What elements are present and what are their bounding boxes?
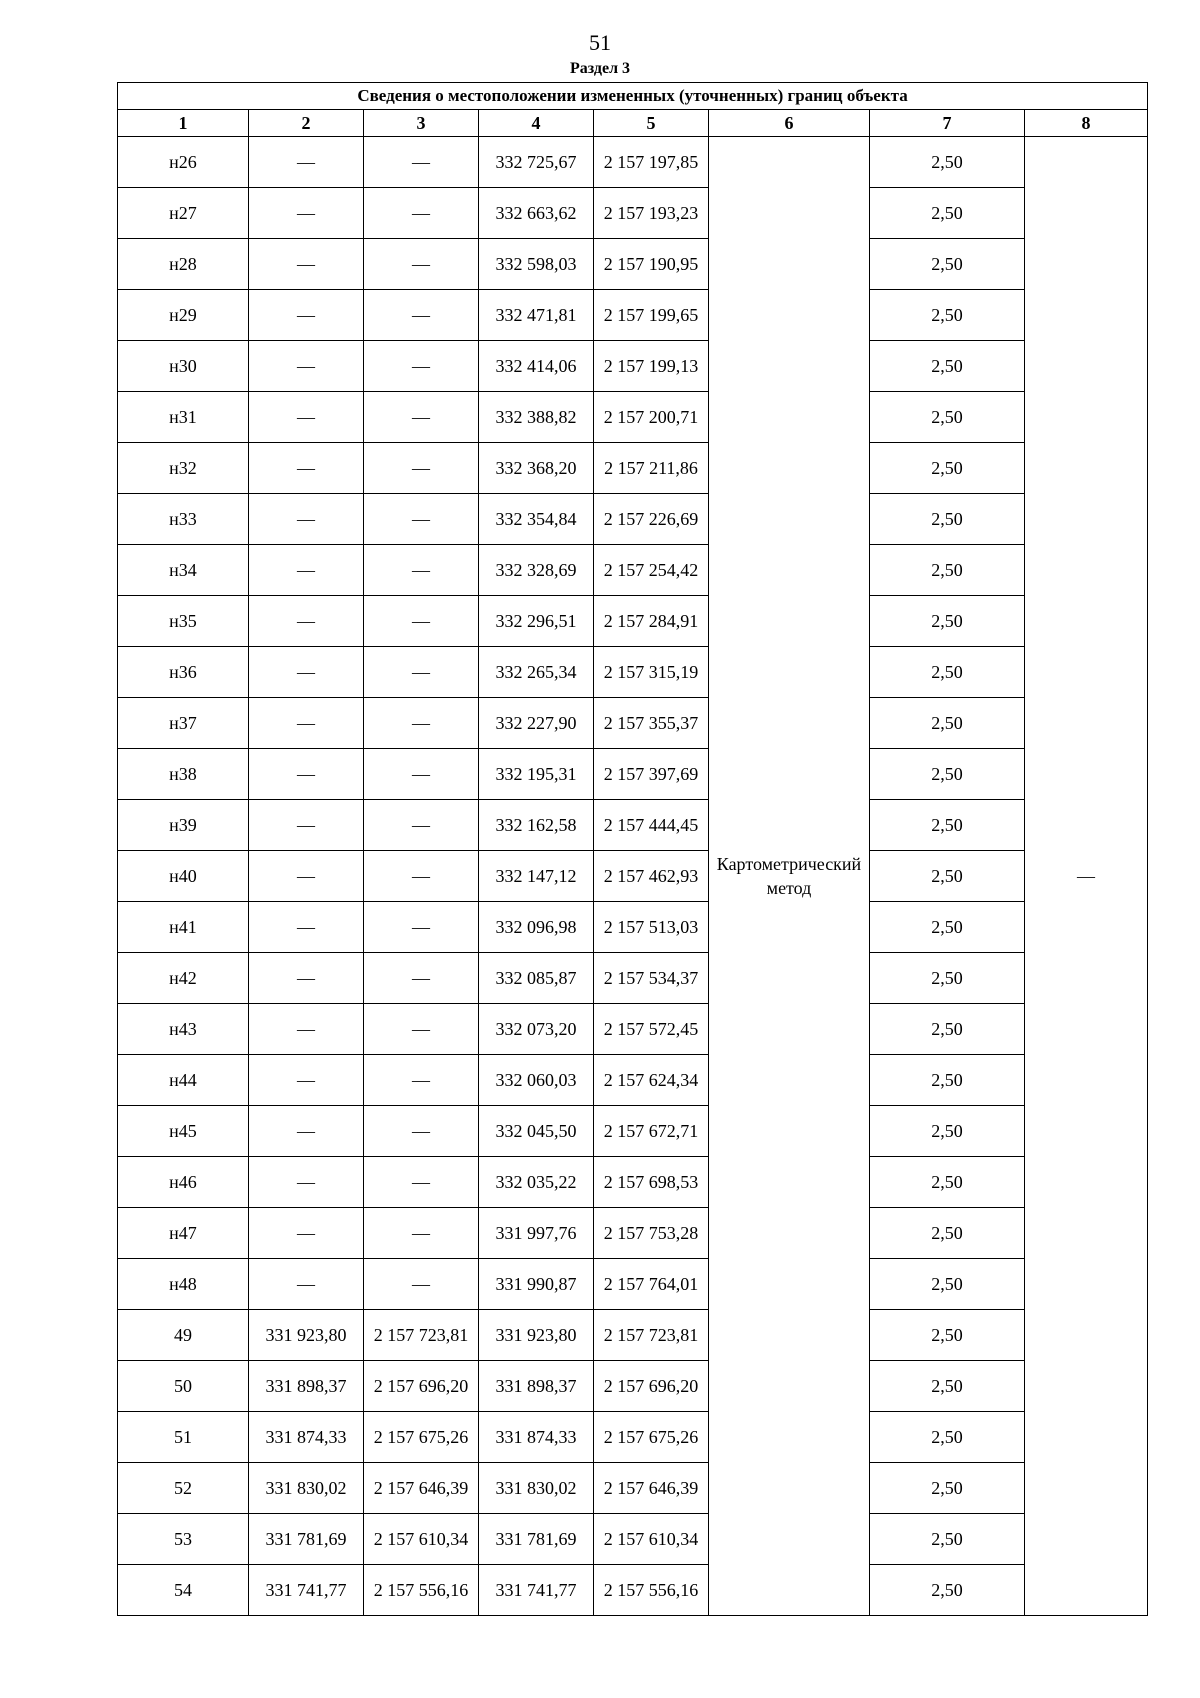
old-y-cell: — xyxy=(364,698,479,749)
table-row xyxy=(118,1463,1148,1514)
accuracy-cell: 2,50 xyxy=(870,545,1025,596)
new-x-cell: 332 471,81 xyxy=(479,290,594,341)
old-y-cell: — xyxy=(364,188,479,239)
old-y-cell: — xyxy=(364,596,479,647)
accuracy-cell: 2,50 xyxy=(870,443,1025,494)
new-y-cell: 2 157 764,01 xyxy=(594,1259,709,1310)
table-row xyxy=(118,137,1148,188)
old-x-cell: — xyxy=(249,953,364,1004)
new-y-cell: 2 157 211,86 xyxy=(594,443,709,494)
point-number-cell: н47 xyxy=(118,1208,249,1259)
old-x-cell: — xyxy=(249,749,364,800)
new-y-cell: 2 157 698,53 xyxy=(594,1157,709,1208)
old-x-cell: — xyxy=(249,851,364,902)
accuracy-cell: 2,50 xyxy=(870,1106,1025,1157)
accuracy-cell: 2,50 xyxy=(870,1208,1025,1259)
old-y-cell: — xyxy=(364,749,479,800)
new-y-cell: 2 157 675,26 xyxy=(594,1412,709,1463)
old-y-cell: — xyxy=(364,443,479,494)
new-x-cell: 332 227,90 xyxy=(479,698,594,749)
new-y-cell: 2 157 284,91 xyxy=(594,596,709,647)
new-x-cell: 332 147,12 xyxy=(479,851,594,902)
old-y-cell: — xyxy=(364,647,479,698)
new-x-cell: 332 296,51 xyxy=(479,596,594,647)
old-x-cell: 331 741,77 xyxy=(249,1565,364,1616)
new-x-cell: 332 328,69 xyxy=(479,545,594,596)
accuracy-cell: 2,50 xyxy=(870,341,1025,392)
new-y-cell: 2 157 624,34 xyxy=(594,1055,709,1106)
table-row xyxy=(118,851,1148,902)
old-x-cell: — xyxy=(249,1259,364,1310)
old-x-cell: — xyxy=(249,494,364,545)
point-number-cell: 50 xyxy=(118,1361,249,1412)
accuracy-cell: 2,50 xyxy=(870,749,1025,800)
point-number-cell: н37 xyxy=(118,698,249,749)
accuracy-cell: 2,50 xyxy=(870,1055,1025,1106)
old-x-cell: 331 874,33 xyxy=(249,1412,364,1463)
point-number-cell: н39 xyxy=(118,800,249,851)
point-number-cell: н44 xyxy=(118,1055,249,1106)
column8-cell: — xyxy=(1025,137,1148,1616)
old-y-cell: 2 157 556,16 xyxy=(364,1565,479,1616)
new-y-cell: 2 157 572,45 xyxy=(594,1004,709,1055)
old-x-cell: — xyxy=(249,341,364,392)
new-x-cell: 332 265,34 xyxy=(479,647,594,698)
new-x-cell: 331 781,69 xyxy=(479,1514,594,1565)
accuracy-cell: 2,50 xyxy=(870,596,1025,647)
point-number-cell: н36 xyxy=(118,647,249,698)
new-x-cell: 331 830,02 xyxy=(479,1463,594,1514)
old-x-cell: — xyxy=(249,137,364,188)
column-number: 6 xyxy=(709,110,870,137)
new-x-cell: 332 368,20 xyxy=(479,443,594,494)
table-row xyxy=(118,443,1148,494)
new-y-cell: 2 157 200,71 xyxy=(594,392,709,443)
column-number: 1 xyxy=(118,110,249,137)
point-number-cell: н28 xyxy=(118,239,249,290)
new-x-cell: 331 990,87 xyxy=(479,1259,594,1310)
new-x-cell: 332 354,84 xyxy=(479,494,594,545)
old-x-cell: — xyxy=(249,1157,364,1208)
point-number-cell: н45 xyxy=(118,1106,249,1157)
new-y-cell: 2 157 534,37 xyxy=(594,953,709,1004)
old-x-cell: — xyxy=(249,443,364,494)
old-x-cell: — xyxy=(249,188,364,239)
old-y-cell: — xyxy=(364,1208,479,1259)
page-number: 51 xyxy=(589,30,611,55)
new-y-cell: 2 157 193,23 xyxy=(594,188,709,239)
old-x-cell: — xyxy=(249,902,364,953)
old-y-cell: — xyxy=(364,1004,479,1055)
column-number: 3 xyxy=(364,110,479,137)
old-x-cell: — xyxy=(249,698,364,749)
table-row xyxy=(118,698,1148,749)
accuracy-cell: 2,50 xyxy=(870,188,1025,239)
old-y-cell: 2 157 696,20 xyxy=(364,1361,479,1412)
old-y-cell: 2 157 723,81 xyxy=(364,1310,479,1361)
point-number-cell: н34 xyxy=(118,545,249,596)
point-number-cell: 54 xyxy=(118,1565,249,1616)
new-x-cell: 332 073,20 xyxy=(479,1004,594,1055)
accuracy-cell: 2,50 xyxy=(870,800,1025,851)
old-x-cell: — xyxy=(249,1208,364,1259)
old-x-cell: — xyxy=(249,392,364,443)
new-y-cell: 2 157 199,65 xyxy=(594,290,709,341)
column-number: 5 xyxy=(594,110,709,137)
new-y-cell: 2 157 315,19 xyxy=(594,647,709,698)
old-y-cell: — xyxy=(364,137,479,188)
table-caption: Сведения о местоположении измененных (уточненных) границ объекта xyxy=(118,83,1148,110)
table-row xyxy=(118,392,1148,443)
accuracy-cell: 2,50 xyxy=(870,698,1025,749)
new-y-cell: 2 157 199,13 xyxy=(594,341,709,392)
method-cell: Картометрический метод xyxy=(709,137,870,1616)
point-number-cell: н32 xyxy=(118,443,249,494)
new-y-cell: 2 157 197,85 xyxy=(594,137,709,188)
table-row xyxy=(118,1565,1148,1616)
new-y-cell: 2 157 444,45 xyxy=(594,800,709,851)
old-y-cell: — xyxy=(364,494,479,545)
column-number-row xyxy=(118,110,1148,137)
new-x-cell: 331 898,37 xyxy=(479,1361,594,1412)
table-row xyxy=(118,1259,1148,1310)
new-y-cell: 2 157 397,69 xyxy=(594,749,709,800)
new-y-cell: 2 157 254,42 xyxy=(594,545,709,596)
table-row xyxy=(118,1208,1148,1259)
point-number-cell: н48 xyxy=(118,1259,249,1310)
accuracy-cell: 2,50 xyxy=(870,1259,1025,1310)
table-row xyxy=(118,1157,1148,1208)
new-x-cell: 331 923,80 xyxy=(479,1310,594,1361)
old-x-cell: — xyxy=(249,1106,364,1157)
accuracy-cell: 2,50 xyxy=(870,647,1025,698)
new-x-cell: 332 414,06 xyxy=(479,341,594,392)
old-x-cell: 331 898,37 xyxy=(249,1361,364,1412)
new-x-cell: 332 035,22 xyxy=(479,1157,594,1208)
new-x-cell: 332 598,03 xyxy=(479,239,594,290)
accuracy-cell: 2,50 xyxy=(870,290,1025,341)
accuracy-cell: 2,50 xyxy=(870,1310,1025,1361)
old-y-cell: 2 157 610,34 xyxy=(364,1514,479,1565)
old-y-cell: — xyxy=(364,392,479,443)
table-row xyxy=(118,596,1148,647)
old-x-cell: — xyxy=(249,1055,364,1106)
point-number-cell: н31 xyxy=(118,392,249,443)
old-x-cell: — xyxy=(249,647,364,698)
point-number-cell: н43 xyxy=(118,1004,249,1055)
accuracy-cell: 2,50 xyxy=(870,1004,1025,1055)
new-y-cell: 2 157 513,03 xyxy=(594,902,709,953)
accuracy-cell: 2,50 xyxy=(870,1514,1025,1565)
new-x-cell: 331 874,33 xyxy=(479,1412,594,1463)
point-number-cell: н41 xyxy=(118,902,249,953)
new-y-cell: 2 157 646,39 xyxy=(594,1463,709,1514)
point-number-cell: 53 xyxy=(118,1514,249,1565)
boundary-table xyxy=(117,82,1148,1616)
new-y-cell: 2 157 696,20 xyxy=(594,1361,709,1412)
accuracy-cell: 2,50 xyxy=(870,1412,1025,1463)
new-x-cell: 332 045,50 xyxy=(479,1106,594,1157)
old-x-cell: — xyxy=(249,239,364,290)
accuracy-cell: 2,50 xyxy=(870,1565,1025,1616)
point-number-cell: н27 xyxy=(118,188,249,239)
table-row xyxy=(118,749,1148,800)
point-number-cell: н30 xyxy=(118,341,249,392)
old-y-cell: — xyxy=(364,1055,479,1106)
section-title: Раздел 3 xyxy=(569,60,631,77)
old-y-cell: — xyxy=(364,902,479,953)
new-y-cell: 2 157 723,81 xyxy=(594,1310,709,1361)
table-row xyxy=(118,1412,1148,1463)
table-row xyxy=(118,953,1148,1004)
table-row xyxy=(118,1514,1148,1565)
column-number: 8 xyxy=(1025,110,1148,137)
point-number-cell: 51 xyxy=(118,1412,249,1463)
new-y-cell: 2 157 556,16 xyxy=(594,1565,709,1616)
point-number-cell: н42 xyxy=(118,953,249,1004)
old-y-cell: — xyxy=(364,1259,479,1310)
old-x-cell: — xyxy=(249,800,364,851)
new-y-cell: 2 157 190,95 xyxy=(594,239,709,290)
accuracy-cell: 2,50 xyxy=(870,851,1025,902)
column-number: 2 xyxy=(249,110,364,137)
old-x-cell: 331 830,02 xyxy=(249,1463,364,1514)
new-x-cell: 332 162,58 xyxy=(479,800,594,851)
new-y-cell: 2 157 672,71 xyxy=(594,1106,709,1157)
new-y-cell: 2 157 226,69 xyxy=(594,494,709,545)
new-y-cell: 2 157 355,37 xyxy=(594,698,709,749)
old-y-cell: — xyxy=(364,239,479,290)
table-row xyxy=(118,647,1148,698)
table-row xyxy=(118,800,1148,851)
point-number-cell: н38 xyxy=(118,749,249,800)
accuracy-cell: 2,50 xyxy=(870,953,1025,1004)
new-x-cell: 331 997,76 xyxy=(479,1208,594,1259)
table-row xyxy=(118,1106,1148,1157)
point-number-cell: н29 xyxy=(118,290,249,341)
new-y-cell: 2 157 462,93 xyxy=(594,851,709,902)
point-number-cell: н40 xyxy=(118,851,249,902)
old-y-cell: — xyxy=(364,800,479,851)
column-number: 7 xyxy=(870,110,1025,137)
old-y-cell: — xyxy=(364,341,479,392)
table-row xyxy=(118,188,1148,239)
new-x-cell: 331 741,77 xyxy=(479,1565,594,1616)
old-x-cell: — xyxy=(249,1004,364,1055)
old-x-cell: — xyxy=(249,290,364,341)
old-x-cell: 331 781,69 xyxy=(249,1514,364,1565)
old-x-cell: 331 923,80 xyxy=(249,1310,364,1361)
table-row xyxy=(118,1055,1148,1106)
table-row xyxy=(118,290,1148,341)
new-y-cell: 2 157 610,34 xyxy=(594,1514,709,1565)
accuracy-cell: 2,50 xyxy=(870,1463,1025,1514)
point-number-cell: н35 xyxy=(118,596,249,647)
accuracy-cell: 2,50 xyxy=(870,1361,1025,1412)
new-x-cell: 332 085,87 xyxy=(479,953,594,1004)
point-number-cell: н46 xyxy=(118,1157,249,1208)
new-x-cell: 332 195,31 xyxy=(479,749,594,800)
old-y-cell: — xyxy=(364,953,479,1004)
accuracy-cell: 2,50 xyxy=(870,494,1025,545)
table-row xyxy=(118,1310,1148,1361)
new-y-cell: 2 157 753,28 xyxy=(594,1208,709,1259)
point-number-cell: н26 xyxy=(118,137,249,188)
accuracy-cell: 2,50 xyxy=(870,137,1025,188)
old-x-cell: — xyxy=(249,596,364,647)
new-x-cell: 332 096,98 xyxy=(479,902,594,953)
old-y-cell: — xyxy=(364,1106,479,1157)
accuracy-cell: 2,50 xyxy=(870,239,1025,290)
table-row xyxy=(118,545,1148,596)
point-number-cell: н33 xyxy=(118,494,249,545)
new-x-cell: 332 725,67 xyxy=(479,137,594,188)
accuracy-cell: 2,50 xyxy=(870,1157,1025,1208)
old-y-cell: 2 157 675,26 xyxy=(364,1412,479,1463)
column-number: 4 xyxy=(479,110,594,137)
table-row xyxy=(118,1004,1148,1055)
table-row xyxy=(118,1361,1148,1412)
table-row xyxy=(118,902,1148,953)
old-y-cell: — xyxy=(364,1157,479,1208)
table-row xyxy=(118,239,1148,290)
old-y-cell: — xyxy=(364,851,479,902)
old-y-cell: 2 157 646,39 xyxy=(364,1463,479,1514)
accuracy-cell: 2,50 xyxy=(870,392,1025,443)
old-y-cell: — xyxy=(364,545,479,596)
accuracy-cell: 2,50 xyxy=(870,902,1025,953)
old-y-cell: — xyxy=(364,290,479,341)
new-x-cell: 332 663,62 xyxy=(479,188,594,239)
point-number-cell: 52 xyxy=(118,1463,249,1514)
new-x-cell: 332 060,03 xyxy=(479,1055,594,1106)
old-x-cell: — xyxy=(249,545,364,596)
table-row xyxy=(118,494,1148,545)
point-number-cell: 49 xyxy=(118,1310,249,1361)
table-row xyxy=(118,341,1148,392)
new-x-cell: 332 388,82 xyxy=(479,392,594,443)
